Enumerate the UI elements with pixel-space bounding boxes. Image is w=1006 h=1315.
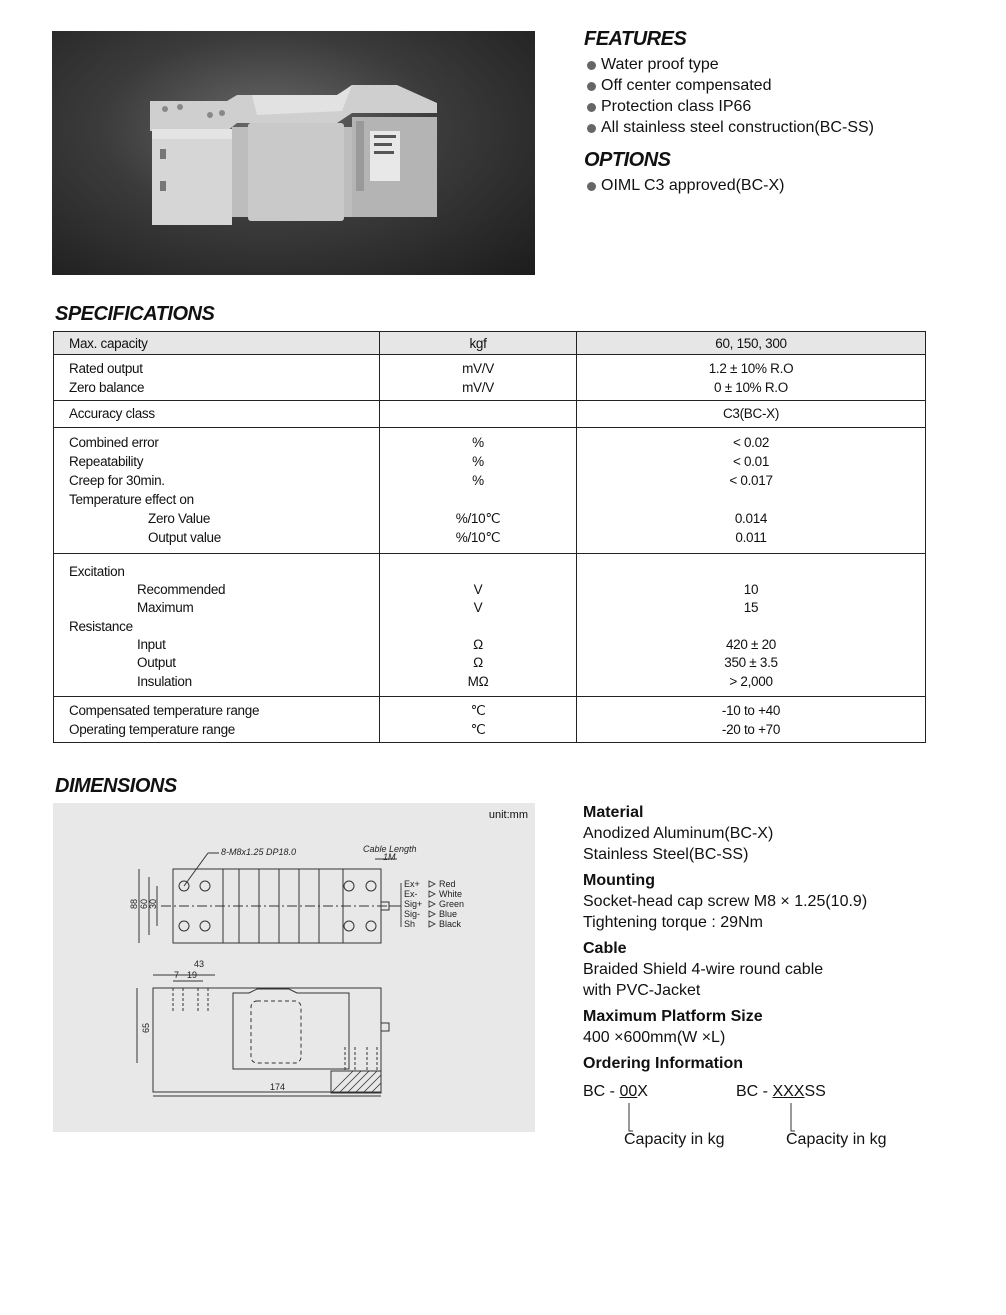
dim-43: 43 <box>194 959 205 969</box>
ordering-heading: Ordering Information <box>583 1055 743 1072</box>
spec-row-temperature <box>54 697 926 743</box>
spec-unit: V <box>473 600 483 615</box>
spec-value: 1.2 ± 10% R.O <box>708 361 794 376</box>
spec-row-output <box>54 355 926 401</box>
spec-unit: V <box>473 582 483 597</box>
specifications-table <box>53 331 926 743</box>
wire-color: Green <box>439 899 465 909</box>
spec-value: 10 <box>743 582 759 597</box>
cable-length-value: 1M <box>383 852 396 862</box>
dim-30: 30 <box>148 898 158 909</box>
load-cell-illustration <box>52 31 535 275</box>
feature-item: Water proof type <box>586 54 874 75</box>
ordering-info <box>583 1083 983 1163</box>
spec-value: C3(BC-X) <box>722 406 780 421</box>
spec-value: 60, 150, 300 <box>577 332 926 355</box>
dim-60: 60 <box>139 898 149 909</box>
wire-signal: Sig+ <box>404 899 423 909</box>
spec-unit: mV/V <box>462 361 494 376</box>
option-item: OIML C3 approved(BC-X) <box>586 175 784 196</box>
spec-unit: % <box>472 473 484 488</box>
cable-heading: Cable <box>583 940 627 957</box>
dimension-drawing <box>53 803 535 1132</box>
mounting-line: Socket-head cap screw M8 × 1.25(10.9) <box>583 893 868 910</box>
spec-unit: kgf <box>380 332 577 355</box>
spec-label: Resistance <box>69 619 133 634</box>
spec-row-electrical <box>54 554 926 697</box>
spec-unit <box>380 490 576 509</box>
spec-label: Accuracy class <box>69 406 155 421</box>
spec-unit <box>380 404 576 423</box>
spec-unit: ℃ <box>470 722 486 737</box>
spec-unit: %/10℃ <box>455 511 501 526</box>
hole-spec-label: 8-M8x1.25 DP18.0 <box>221 847 297 857</box>
spec-value: > 2,000 <box>729 674 773 689</box>
spec-label: Creep for 30min. <box>69 473 165 488</box>
feature-item: Off center compensated <box>586 75 874 96</box>
spec-value <box>577 490 925 509</box>
product-photo <box>52 31 535 275</box>
spec-label: Compensated temperature range <box>69 703 260 718</box>
spec-value: 0 ± 10% R.O <box>714 380 788 395</box>
bullet-icon <box>587 182 596 191</box>
spec-label: Recommended <box>137 582 226 597</box>
spec-unit: ℃ <box>470 703 486 718</box>
spec-label: Output value <box>148 530 221 545</box>
dimensions-title: DIMENSIONS <box>55 775 177 797</box>
dim-174: 174 <box>270 1082 286 1092</box>
feature-item: Protection class IP66 <box>586 96 874 117</box>
spec-label: Excitation <box>69 564 125 579</box>
platform-heading: Maximum Platform Size <box>583 1008 763 1025</box>
spec-value: < 0.017 <box>729 473 773 488</box>
cable-line: with PVC-Jacket <box>583 982 701 999</box>
spec-value: 0.011 <box>735 530 767 545</box>
spec-unit: % <box>472 435 484 450</box>
spec-unit: %/10℃ <box>455 530 501 545</box>
spec-value: -10 to +40 <box>721 703 781 718</box>
material-line: Anodized Aluminum(BC-X) <box>583 825 774 842</box>
spec-value <box>577 562 925 581</box>
wire-color: Red <box>439 879 456 889</box>
spec-value: < 0.01 <box>732 454 770 469</box>
order-code-stainless: BC - XXXSS <box>736 1083 826 1100</box>
specifications-title: SPECIFICATIONS <box>55 303 215 325</box>
cable-length-label: Cable Length <box>363 844 417 854</box>
spec-label: Output <box>137 655 176 670</box>
spec-value <box>577 617 925 636</box>
wire-signal: Sig- <box>404 909 421 919</box>
order-note: Capacity in kg <box>786 1131 887 1148</box>
bullet-icon <box>587 61 596 70</box>
wire-color: Black <box>439 919 462 929</box>
spec-value: 420 ± 20 <box>725 637 777 652</box>
spec-label: Maximum <box>137 600 194 615</box>
material-line: Stainless Steel(BC-SS) <box>583 846 749 863</box>
cable-line: Braided Shield 4-wire round cable <box>583 961 824 978</box>
mounting-line: Tightening torque : 29Nm <box>583 914 763 931</box>
order-code-aluminum: BC - 00X <box>583 1083 648 1100</box>
bullet-icon <box>587 82 596 91</box>
features-title: FEATURES <box>584 28 687 50</box>
spec-label: Max. capacity <box>54 332 380 355</box>
unit-label: unit:mm <box>488 809 528 821</box>
spec-unit: Ω <box>473 637 483 652</box>
spec-row-accuracy <box>54 401 926 428</box>
spec-label: Combined error <box>69 435 159 450</box>
spec-value: < 0.02 <box>732 435 770 450</box>
dim-65: 65 <box>141 1022 151 1033</box>
spec-label: Temperature effect on <box>69 492 194 507</box>
material-heading: Material <box>583 804 644 821</box>
features-list <box>586 54 874 138</box>
spec-unit: mV/V <box>462 380 494 395</box>
spec-unit: % <box>472 454 484 469</box>
platform-line: 400 ×600mm(W ×L) <box>583 1029 726 1046</box>
order-note: Capacity in kg <box>624 1131 725 1148</box>
spec-value: -20 to +70 <box>721 722 781 737</box>
spec-label: Operating temperature range <box>69 722 236 737</box>
spec-value: 0.014 <box>734 511 768 526</box>
product-info <box>583 803 983 1074</box>
wire-signal: Sh <box>404 919 416 929</box>
spec-unit: Ω <box>473 655 483 670</box>
spec-row-errors <box>54 428 926 554</box>
bullet-icon <box>587 124 596 133</box>
options-title: OPTIONS <box>584 149 671 171</box>
spec-label: Repeatability <box>69 454 144 469</box>
dim-88: 88 <box>129 898 139 909</box>
wire-color: White <box>439 889 463 899</box>
spec-value: 15 <box>743 600 759 615</box>
technical-drawing <box>53 803 535 1132</box>
mounting-heading: Mounting <box>583 872 655 889</box>
spec-header-row <box>54 332 926 355</box>
wire-signal: Ex+ <box>404 879 420 889</box>
spec-label: Insulation <box>137 674 192 689</box>
dim-7: 7 <box>174 970 180 980</box>
spec-value: 350 ± 3.5 <box>724 655 778 670</box>
spec-label: Zero balance <box>69 380 145 395</box>
spec-label: Zero Value <box>148 511 211 526</box>
spec-unit: MΩ <box>467 674 489 689</box>
feature-item: All stainless steel construction(BC-SS) <box>586 117 874 138</box>
options-list <box>586 175 784 196</box>
bullet-icon <box>587 103 596 112</box>
spec-label: Rated output <box>69 361 143 376</box>
wire-signal: Ex- <box>404 889 418 899</box>
wire-color: Blue <box>439 909 458 919</box>
spec-unit <box>380 617 576 636</box>
dim-19: 19 <box>187 970 198 980</box>
spec-label: Input <box>137 637 166 652</box>
spec-unit <box>380 562 576 581</box>
